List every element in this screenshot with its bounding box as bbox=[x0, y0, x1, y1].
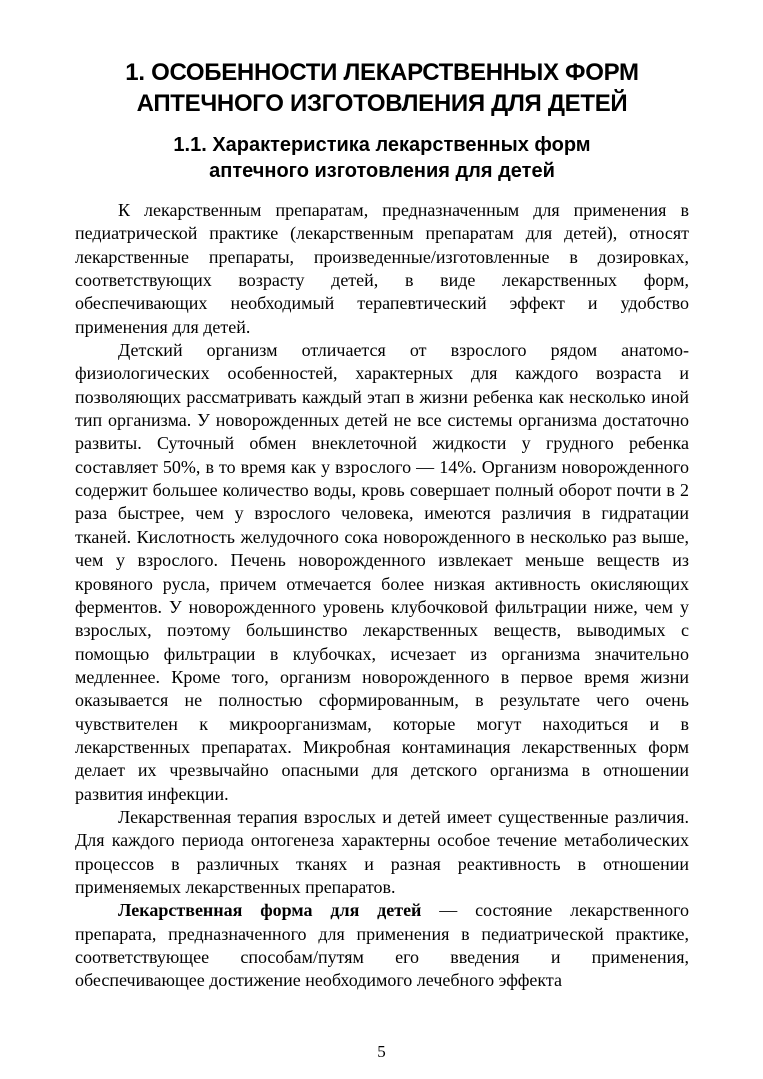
section-title bbox=[75, 132, 689, 184]
definition-term: Лекарственная форма для детей bbox=[118, 900, 422, 921]
paragraph-2: Детский организм отличается от взрослого рядом анатомо-физиологических особенностей, характерных для каждого возраста и позволяющих рассматривать каждый этап в жизни ребенка как несколько иной тип организма. У новорожденных детей не все системы организма достаточно развиты. Суточный обмен внеклеточной жидкости у грудного ребенка составляет 50%, в то время как у взрослого — 14%. Организм новорожденного содержит большее количество воды, кровь совершает полный оборот почти в 2 раза быстрее, чем у взрослого человека, имеются различия в гидратации тканей. Кислотность желудочного сока новорожденного в несколько раз выше, чем у взрослого. Печень новорожденного извлекает меньше веществ из кровяного русла, причем отмечается более низкая активность окисляющих ферментов. У новорожденного уровень клубочковой фильтрации ниже, чем у взрослых, поэтому большинство лекарственных веществ, выводимых с помощью фильтрации в клубочках, исчезает из организма значительно медленнее. Кроме того, организм новорожденного в первое время жизни оказывается не полностью сформированным, в результате чего очень чувствителен к микроорганизмам, которые могут находиться и в лекарственных препаратах. Микробная контаминация лекарственных форм делает их чрезвычайно опасными для детского организма в отношении развития инфекции. bbox=[75, 340, 689, 804]
chapter-title-line-2: АПТЕЧНОГО ИЗГОТОВЛЕНИЯ ДЛЯ ДЕТЕЙ bbox=[136, 90, 628, 117]
paragraph-3: Лекарственная терапия взрослых и детей имеет существенные различия. Для каждого периода онтогенеза характерны особое течение метаболических процессов в различных тканях и разная реактивность в отношении применяемых лекарственных препаратов. bbox=[75, 806, 689, 897]
section-title-line-2: аптечного изготовления для детей bbox=[209, 160, 555, 182]
section-title-line-1: 1.1. Характеристика лекарственных форм bbox=[173, 134, 591, 156]
page-content bbox=[75, 57, 689, 993]
paragraph-4 bbox=[75, 899, 689, 992]
paragraph-1: К лекарственным препаратам, предназначенным для применения в педиатрической практике (лекарственным препаратам для детей), относят лекарственные препараты, произведенные/изготовленные в дозировках, соответствующих возрасту детей, в виде лекарственных форм, обеспечивающих необходимый терапевтический эффект и удобство применения для детей. bbox=[75, 200, 689, 337]
page-number: 5 bbox=[377, 1042, 386, 1061]
body-text bbox=[75, 199, 689, 993]
chapter-title-line-1: 1. ОСОБЕННОСТИ ЛЕКАРСТВЕННЫХ ФОРМ bbox=[125, 59, 639, 86]
chapter-title bbox=[75, 57, 689, 119]
definition-text: — состояние лекарственного препарата, предназначенного для применения в педиатрической практике, соответствующее способам/путям его введения и применения, обеспечивающее достижение необходимого лечебного эффекта bbox=[75, 900, 690, 991]
